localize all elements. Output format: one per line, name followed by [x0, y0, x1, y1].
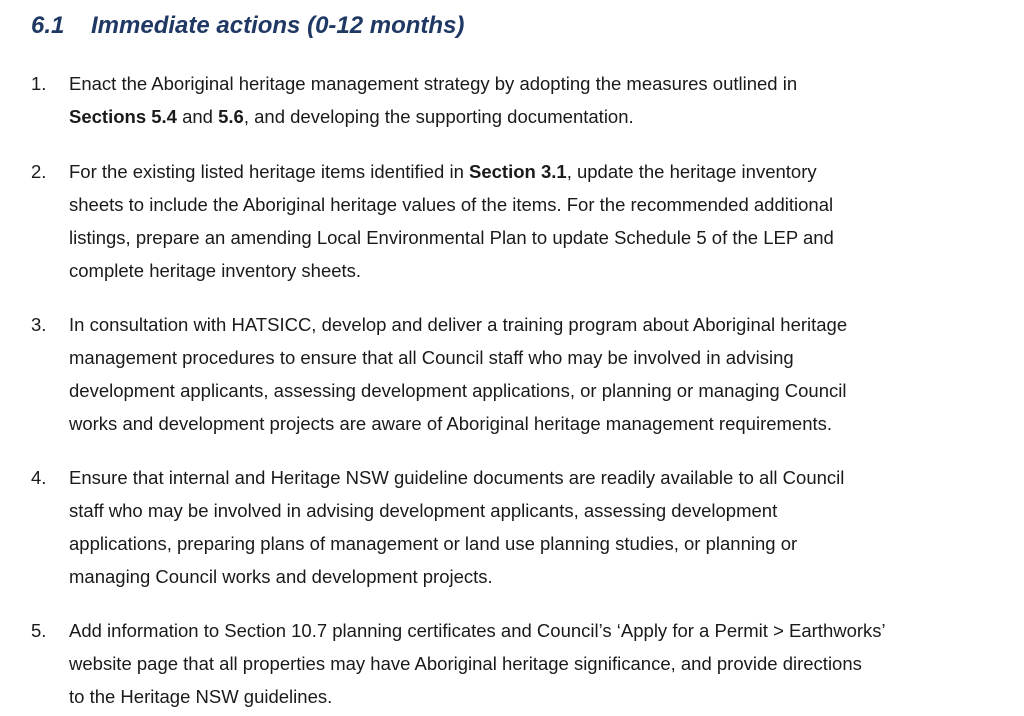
section-heading: [31, 10, 464, 42]
text-line: [69, 67, 1019, 100]
action-text: [69, 308, 1019, 440]
action-number: 5.: [31, 620, 47, 641]
action-number: 2.: [31, 161, 47, 182]
section-number: 6.1: [31, 12, 65, 39]
text-run: In consultation with HATSICC, develop and deliver a training program about Aboriginal heritage: [69, 314, 848, 335]
text-run: management procedures to ensure that all Council staff who may be involved in advising: [69, 347, 794, 368]
text-run: website page that all properties may have Aboriginal heritage significance, and provide directions: [69, 653, 862, 674]
text-line: [69, 374, 1019, 407]
text-line: [69, 308, 1019, 341]
text-line: [69, 647, 1019, 680]
bold-reference: 5.6: [218, 106, 244, 127]
text-line: [69, 188, 1019, 221]
action-text: [69, 461, 1019, 593]
text-run: , update the heritage inventory: [566, 161, 817, 182]
text-run: applications, preparing plans of management or land use planning studies, or planning or: [69, 533, 798, 554]
bold-reference: Section 3.1: [469, 161, 567, 182]
action-text: [69, 67, 1019, 133]
text-run: development applicants, assessing development applications, or planning or managing Council: [69, 380, 847, 401]
text-line: [69, 221, 1019, 254]
text-run: listings, prepare an amending Local Environmental Plan to update Schedule 5 of the LEP and: [69, 227, 834, 248]
action-number: 3.: [31, 314, 47, 335]
text-run: Add information to Section 10.7 planning certificates and Council’s ‘Apply for a Permit > Earthworks’: [69, 620, 886, 641]
text-run: complete heritage inventory sheets.: [69, 260, 362, 281]
bold-reference: Sections 5.4: [69, 106, 177, 127]
text-line: [69, 100, 1019, 133]
text-line: [69, 407, 1019, 440]
text-run: staff who may be involved in advising development applicants, assessing development: [69, 500, 778, 521]
action-text: [69, 155, 1019, 287]
text-line: [69, 560, 1019, 593]
action-number: 1.: [31, 73, 47, 94]
text-run: sheets to include the Aboriginal heritage values of the items. For the recommended additional: [69, 194, 834, 215]
text-run: to the Heritage NSW guidelines.: [69, 686, 333, 707]
text-line: [69, 494, 1019, 527]
text-line: [69, 341, 1019, 374]
text-run: For the existing listed heritage items identified in: [69, 161, 470, 182]
text-run: works and development projects are aware of Aboriginal heritage management requirements.: [69, 413, 833, 434]
text-run: Enact the Aboriginal heritage management strategy by adopting the measures outlined in: [69, 73, 798, 94]
text-run: managing Council works and development projects.: [69, 566, 493, 587]
section-title: Immediate actions (0-12 months): [91, 12, 465, 39]
text-run: Ensure that internal and Heritage NSW guideline documents are readily available to all Council: [69, 467, 845, 488]
text-line: [69, 461, 1019, 494]
action-text: [69, 614, 1019, 713]
action-number: 4.: [31, 467, 47, 488]
text-run: , and developing the supporting documentation.: [243, 106, 634, 127]
text-line: [69, 254, 1019, 287]
text-line: [69, 680, 1019, 713]
text-run: and: [176, 106, 219, 127]
text-line: [69, 527, 1019, 560]
text-line: [69, 155, 1019, 188]
text-line: [69, 614, 1019, 647]
